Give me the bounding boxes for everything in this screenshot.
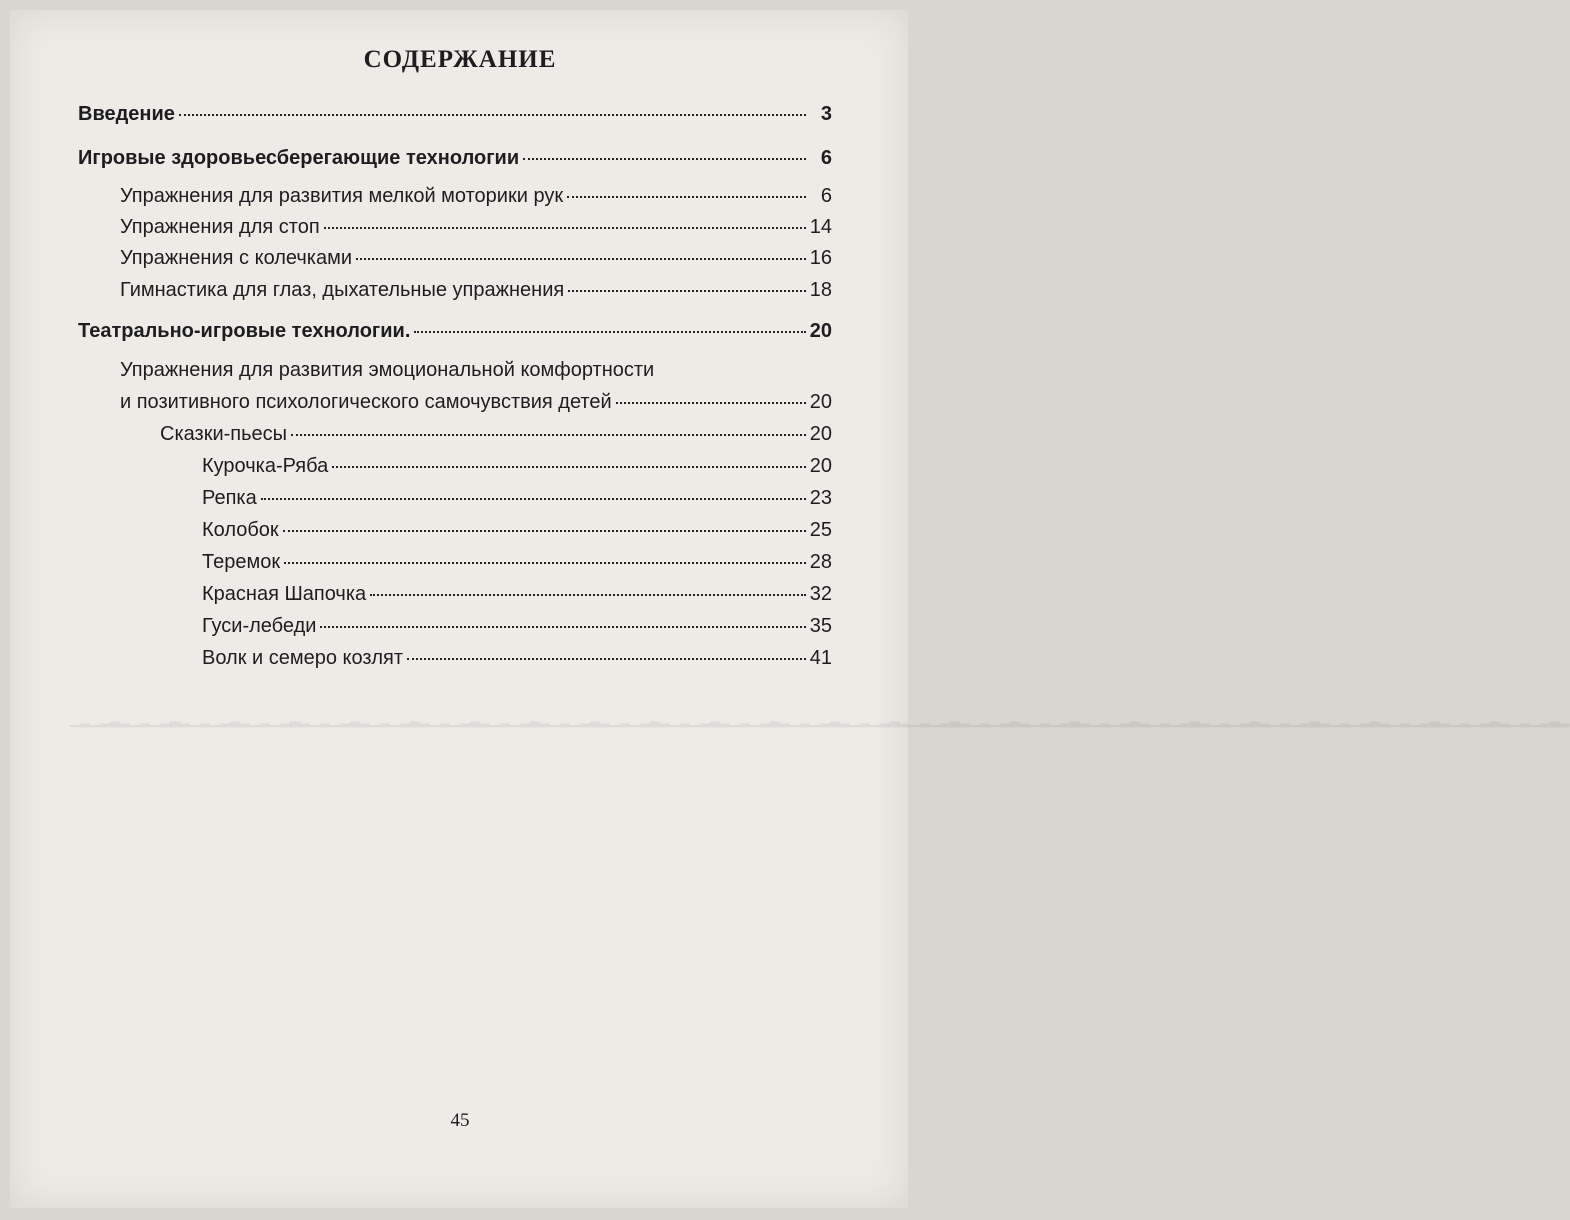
toc-entry-teremok[interactable] [202,549,832,575]
toc-entry-theatre-tech[interactable] [78,318,832,344]
toc-entry-emotional-line1: Упражнения для развития эмоциональной комфортности [120,359,655,381]
toc-entry-label: Волк и семеро козлят [202,647,404,669]
toc-entry-label: Сказки-пьесы [160,423,288,445]
toc-entry-geese-swans[interactable] [202,613,832,639]
dot-leader [324,227,806,229]
toc-entry-page: 6 [820,147,832,169]
dot-leader [261,498,806,500]
toc-entry-page: 6 [820,185,832,207]
dot-leader [356,258,806,260]
dot-leader [283,530,806,532]
page-title: СОДЕРЖАНИЕ [363,46,557,73]
toc-entry-label: Гуси-лебеди [202,615,317,637]
toc-entry-label: Упражнения для развития мелкой моторики рук [120,185,564,207]
toc-entry-label: Курочка-Ряба [202,455,329,477]
toc-entry-page: 16 [809,247,832,269]
toc-entry-page: 14 [809,216,832,238]
toc-entry-label: Упражнения для стоп [120,216,320,238]
dot-leader [370,594,806,596]
dot-leader [568,290,806,292]
toc-entry-page: 20 [809,391,832,413]
dot-leader [523,158,806,160]
toc-entry-label: Введение [78,103,175,125]
toc-entry-label: Репка [202,487,257,509]
toc-entry-label: Театрально-игровые технологии. [78,320,411,342]
dot-leader [414,331,805,333]
dot-leader [407,658,806,660]
toc-entry-red-riding-hood[interactable] [202,581,832,607]
toc-entry-label: Упражнения с колечками [120,247,353,269]
toc-entry-label: Теремок [202,551,281,573]
dot-leader [567,196,806,198]
toc-entry-fine-motor[interactable] [120,183,832,209]
toc-entry-introduction[interactable] [78,101,832,127]
toc-entry-page: 28 [809,551,832,573]
dot-leader [291,434,806,436]
toc-entry-page: 20 [809,320,832,342]
toc-entry-wolf-seven-kids[interactable] [202,645,832,671]
toc-entry-page: 20 [809,455,832,477]
toc-entry-page: 3 [820,103,832,125]
toc-entry-label: Колобок [202,519,279,541]
toc-entry-emotional-line2[interactable] [120,389,832,415]
toc-entry-page: 32 [809,583,832,605]
dot-leader [616,402,806,404]
dot-leader [332,466,806,468]
toc-entry-page: 41 [809,647,832,669]
toc-entry-rings[interactable] [120,245,832,271]
toc-entry-page: 25 [809,519,832,541]
toc-entry-label: Игровые здоровьесберегающие технологии [78,147,520,169]
toc-entry-feet[interactable] [120,214,832,240]
toc-entry-fairy-plays[interactable] [160,421,832,447]
toc-entry-kolobok[interactable] [202,517,832,543]
toc-entry-page: 23 [809,487,832,509]
toc-entry-label: Гимнастика для глаз, дыхательные упражнения [120,279,565,301]
toc-entry-page: 20 [809,423,832,445]
toc-entry-page: 18 [809,279,832,301]
toc-entry-kurochka[interactable] [202,453,832,479]
dot-leader [320,626,805,628]
dot-leader [284,562,806,564]
toc-entry-page: 35 [809,615,832,637]
dot-leader [179,114,806,116]
toc-entry-label: Красная Шапочка [202,583,367,605]
toc-entry-health-tech[interactable] [78,145,832,171]
page-number: 45 [450,1110,470,1131]
toc-entry-eye-gymnastics[interactable] [120,277,832,303]
toc-entry-repka[interactable] [202,485,832,511]
show-through-texture: ▁▂▁▂▃▂▁▂▁▂▃▂▁▂▁▂▃▂▁▂▁▂▃▂▁▂▁▂▃▂▁▂▁▂▃▂▁▂▁▂▃▂▁▂▁▂▃▂▁▂▁▂▃▂▁▂▁▂▃▂▁▂▁▂▃▂▁▂▁▂▃▂▁▂▁▂▃▂▁▂▁▂▃▂▁▂▁▂▃▂▁▂▁▂▃▂▁▂▁▂▃▂▁▂▁▂▃▂▁▂▁▂▃▂▁▂▁▂▃▂▁▂▁▂▃▂▁▂▁▂▃▂▁▂▁▂▃▂▁▂▁▂▃▂▁▂▁▂▃▂ [70,712,1570,727]
toc-entry-label: и позитивного психологического самочувствия детей [120,391,612,413]
